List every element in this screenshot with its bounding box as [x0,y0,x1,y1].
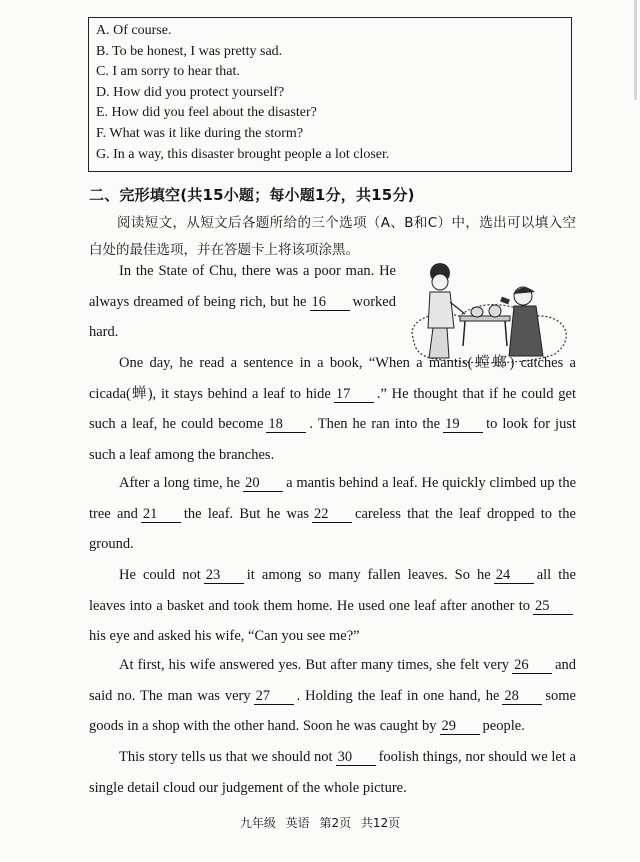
blank-25: 25 [533,599,573,615]
blank-18: 18 [266,417,306,433]
section-heading: 二、完形填空(共15小题；每小题1分，共15分) [89,186,415,204]
paragraph-5: At first, his wife answered yes. But after many times, she felt very 26 and said no. The man was very 27 . Holding the leaf in one hand, he 28 some goods in a shop with the other hand. Soon he was caught by 29 people. [89,657,576,735]
page-footer: 九年级 英语 第2页 共12页 [239,816,401,830]
option-a: A. Of course. [96,23,172,38]
blank-28: 28 [502,689,542,705]
blank-27: 27 [254,689,294,705]
blank-20: 20 [243,476,283,492]
section-instructions: 阅读短文，从短文后各题所给的三个选项（A、B和C）中，选出可以填入空白处的最佳选项，并在答题卡上将该项涂黑。 [89,215,576,258]
blank-30: 30 [336,750,376,766]
blank-23: 23 [204,568,244,584]
paragraph-1: In the State of Chu, there was a poor man. He always dreamed of being rich, but he 16 worked hard. [89,263,396,341]
blank-29: 29 [440,719,480,735]
paragraph-6: This story tells us that we should not 30 foolish things, nor should we let a single detail cloud our judgement of the whole picture. [89,749,576,796]
paragraph-4: He could not 23 it among so many fallen leaves. So he 24 all the leaves into a basket and took them home. He used one leaf after another to 25his eye and asked his wife, “Can you see me?” [89,567,576,645]
blank-24: 24 [494,568,534,584]
option-d: D. How did you protect yourself? [96,84,285,100]
option-c: C. I am sorry to hear that. [96,64,240,80]
blank-22: 22 [312,507,352,523]
scan-edge-line [634,0,637,100]
blank-26: 26 [512,658,552,674]
blank-19: 19 [443,417,483,433]
option-f: F. What was it like during the storm? [96,125,304,141]
blank-16: 16 [310,295,350,311]
option-g: G. In a way, this disaster brought people a lot closer. [96,146,390,162]
option-e: E. How did you feel about the disaster? [96,105,317,121]
blank-17: 17 [334,387,374,403]
paragraph-3: After a long time, he 20 a mantis behind a leaf. He quickly climbed up the tree and 21 the leaf. But he was 22 careless that the leaf dropped to the ground. [89,475,577,553]
option-b: B. To be honest, I was pretty sad. [96,43,283,59]
options-box [88,17,572,172]
blank-21: 21 [141,507,181,523]
paragraph-2: One day, he read a sentence in a book, “When a mantis(螳螂) catches a cicada(蝉), it stays behind a leaf to hide 17 .” He thought that if he could get such a leaf, he could become 18 . Then he ran into the 19 to look for just such a leaf among the branches. [89,355,576,463]
